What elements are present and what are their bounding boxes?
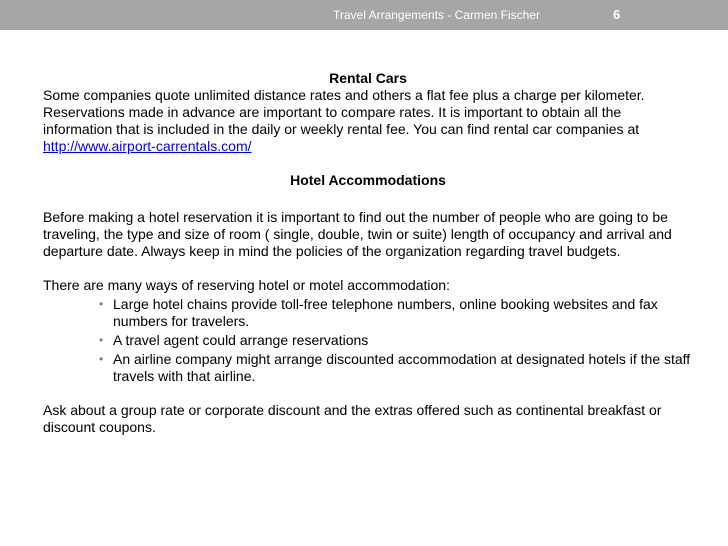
bullet-icon: •	[99, 352, 104, 366]
list-item	[97, 296, 693, 330]
list-item-text: Large hotel chains provide toll-free telephone numbers, online booking websites and fax numbers for travelers.	[113, 296, 658, 329]
page-number: 6	[613, 7, 621, 22]
rental-cars-link[interactable]: http://www.airport-carrentals.com/	[43, 138, 252, 154]
hotel-intro: Before making a hotel reservation it is important to find out the number of people who are going to be traveling, the type and size of room ( single, double, twin or suite) length of occupancy and arrival and departure date. Always keep in mind the policies of the organization regarding travel budgets.	[43, 209, 672, 259]
list-item-text: An airline company might arrange discounted accommodation at designated hotels if the staff travels with that airline.	[113, 351, 691, 384]
list-item-text: A travel agent could arrange reservations	[113, 332, 369, 348]
hotel-ways-list	[43, 296, 693, 385]
hotel-closing: Ask about a group rate or corporate discount and the extras offered such as continental breakfast or discount coupons.	[43, 402, 662, 435]
rental-cars-paragraph	[43, 87, 693, 155]
bullet-icon: •	[99, 333, 104, 347]
hotel-ways-intro: There are many ways of reserving hotel or motel accommodation:	[43, 277, 450, 293]
bullet-icon: •	[99, 297, 104, 311]
rental-cars-heading: Rental Cars	[329, 70, 407, 86]
slide-content	[43, 70, 693, 436]
header-bar	[0, 0, 728, 30]
header-title: Travel Arrangements - Carmen Fischer	[333, 8, 540, 22]
rental-cars-body: Some companies quote unlimited distance rates and others a flat fee plus a charge per kilometer. Reservations made in advance are important to compare rates. It is important to obtain all the information that is included in the daily or weekly rental fee. You can find rental car companies at	[43, 87, 645, 137]
list-item	[97, 332, 693, 349]
hotel-heading: Hotel Accommodations	[290, 172, 446, 188]
list-item	[97, 351, 693, 385]
